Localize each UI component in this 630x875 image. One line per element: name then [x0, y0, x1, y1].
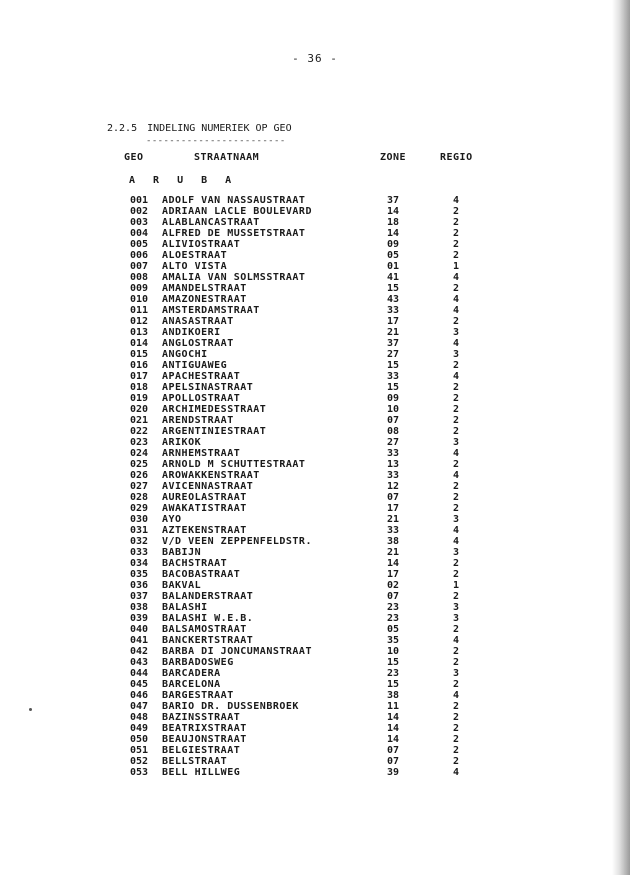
street-name: AMANDELSTRAAT [162, 283, 247, 294]
region-value: 3 [453, 547, 460, 558]
region-value: 2 [453, 569, 460, 580]
street-name: ANGOCHI [162, 349, 208, 360]
region-value: 2 [453, 734, 460, 745]
street-name: ARIKOK [162, 437, 202, 448]
geo-code: 007 [130, 261, 149, 272]
region-value: 2 [453, 591, 460, 602]
street-name: BACHSTRAAT [162, 558, 228, 569]
region-value: 2 [453, 723, 460, 734]
street-name: ARCHIMEDESSTRAAT [162, 404, 267, 415]
region-value: 3 [453, 327, 460, 338]
region-value: 2 [453, 404, 460, 415]
geo-code: 042 [130, 646, 149, 657]
zone-value: 33 [387, 371, 400, 382]
zone-value: 38 [387, 690, 400, 701]
street-name: BABIJN [162, 547, 202, 558]
zone-value: 14 [387, 734, 400, 745]
table-row [0, 382, 630, 393]
region-value: 2 [453, 646, 460, 657]
geo-code: 022 [130, 426, 149, 437]
zone-value: 33 [387, 525, 400, 536]
table-row [0, 734, 630, 745]
geo-code: 045 [130, 679, 149, 690]
street-name: ARENDSTRAAT [162, 415, 234, 426]
geo-code: 051 [130, 745, 149, 756]
section-title: INDELING NUMERIEK OP GEO [147, 123, 292, 134]
zone-value: 39 [387, 767, 400, 778]
geo-code: 027 [130, 481, 149, 492]
geo-code: 020 [130, 404, 149, 415]
zone-value: 37 [387, 338, 400, 349]
region-value: 2 [453, 250, 460, 261]
table-row [0, 624, 630, 635]
table-row [0, 635, 630, 646]
street-name: AZTEKENSTRAAT [162, 525, 247, 536]
region-value: 4 [453, 767, 460, 778]
zone-value: 21 [387, 547, 400, 558]
geo-code: 033 [130, 547, 149, 558]
zone-value: 11 [387, 701, 400, 712]
region-value: 4 [453, 448, 460, 459]
table-row [0, 613, 630, 624]
zone-value: 17 [387, 316, 400, 327]
zone-value: 14 [387, 723, 400, 734]
region-value: 3 [453, 349, 460, 360]
zone-value: 35 [387, 635, 400, 646]
street-name: BALANDERSTRAAT [162, 591, 254, 602]
zone-value: 21 [387, 327, 400, 338]
table-row [0, 305, 630, 316]
zone-value: 07 [387, 745, 400, 756]
zone-value: 15 [387, 283, 400, 294]
zone-value: 10 [387, 646, 400, 657]
street-name: ALTO VISTA [162, 261, 228, 272]
region-value: 2 [453, 481, 460, 492]
zone-value: 15 [387, 360, 400, 371]
table-row [0, 437, 630, 448]
zone-value: 10 [387, 404, 400, 415]
street-name: ADOLF VAN NASSAUSTRAAT [162, 195, 306, 206]
geo-code: 047 [130, 701, 149, 712]
geo-code: 018 [130, 382, 149, 393]
geo-code: 003 [130, 217, 149, 228]
region-value: 3 [453, 602, 460, 613]
geo-code: 017 [130, 371, 149, 382]
zone-value: 09 [387, 393, 400, 404]
region-value: 2 [453, 492, 460, 503]
zone-value: 15 [387, 382, 400, 393]
table-row [0, 723, 630, 734]
region-value: 4 [453, 195, 460, 206]
zone-value: 05 [387, 250, 400, 261]
zone-value: 13 [387, 459, 400, 470]
table-row [0, 547, 630, 558]
region-value: 2 [453, 228, 460, 239]
table-row [0, 712, 630, 723]
table-row [0, 228, 630, 239]
scan-speck [29, 708, 32, 711]
geo-code: 050 [130, 734, 149, 745]
street-name: ADRIAAN LACLE BOULEVARD [162, 206, 312, 217]
zone-value: 07 [387, 756, 400, 767]
street-name: BELLSTRAAT [162, 756, 228, 767]
column-header-straatnaam: STRAATNAAM [194, 152, 260, 163]
street-name: ALIVIOSTRAAT [162, 239, 241, 250]
zone-value: 14 [387, 558, 400, 569]
geo-code: 038 [130, 602, 149, 613]
region-value: 3 [453, 668, 460, 679]
geo-code: 011 [130, 305, 149, 316]
table-row [0, 646, 630, 657]
table-row [0, 415, 630, 426]
table-row [0, 327, 630, 338]
geo-code: 013 [130, 327, 149, 338]
street-name: BALASHI W.E.B. [162, 613, 254, 624]
zone-value: 08 [387, 426, 400, 437]
zone-value: 07 [387, 492, 400, 503]
street-name: ANTIGUAWEG [162, 360, 228, 371]
table-row [0, 272, 630, 283]
street-name: BELL HILLWEG [162, 767, 241, 778]
table-row [0, 690, 630, 701]
table-row [0, 283, 630, 294]
street-name: APOLLOSTRAAT [162, 393, 241, 404]
zone-value: 27 [387, 437, 400, 448]
geo-code: 036 [130, 580, 149, 591]
region-value: 3 [453, 437, 460, 448]
zone-value: 14 [387, 228, 400, 239]
geo-code: 004 [130, 228, 149, 239]
table-row [0, 470, 630, 481]
zone-value: 05 [387, 624, 400, 635]
street-name: BARBA DI JONCUMANSTRAAT [162, 646, 312, 657]
region-value: 4 [453, 470, 460, 481]
geo-code: 030 [130, 514, 149, 525]
street-name: BANCKERTSTRAAT [162, 635, 254, 646]
column-header-geo: GEO [124, 152, 144, 163]
table-row [0, 448, 630, 459]
section-number: 2.2.5 [107, 123, 138, 134]
region-value: 2 [453, 393, 460, 404]
geo-code: 014 [130, 338, 149, 349]
zone-value: 33 [387, 305, 400, 316]
geo-code: 019 [130, 393, 149, 404]
table-row [0, 316, 630, 327]
zone-value: 18 [387, 217, 400, 228]
geo-code: 046 [130, 690, 149, 701]
geo-code: 010 [130, 294, 149, 305]
table-row [0, 404, 630, 415]
section-underline: ------------------------ [146, 136, 286, 146]
geo-code: 043 [130, 657, 149, 668]
street-name: BEAUJONSTRAAT [162, 734, 247, 745]
street-name: AROWAKKENSTRAAT [162, 470, 260, 481]
table-row [0, 503, 630, 514]
page-number: - 36 - [292, 52, 338, 65]
table-row [0, 679, 630, 690]
geo-code: 009 [130, 283, 149, 294]
zone-value: 38 [387, 536, 400, 547]
region-value: 2 [453, 624, 460, 635]
region-value: 2 [453, 657, 460, 668]
region-value: 4 [453, 272, 460, 283]
section-heading [107, 123, 292, 134]
street-name: V/D VEEN ZEPPENFELDSTR. [162, 536, 312, 547]
region-value: 2 [453, 426, 460, 437]
table-row [0, 756, 630, 767]
geo-code: 034 [130, 558, 149, 569]
region-value: 2 [453, 217, 460, 228]
column-header-zone: ZONE [380, 152, 407, 163]
zone-value: 21 [387, 514, 400, 525]
table-row [0, 360, 630, 371]
region-value: 2 [453, 712, 460, 723]
table-row [0, 657, 630, 668]
geo-code: 053 [130, 767, 149, 778]
table-row [0, 602, 630, 613]
geo-code: 001 [130, 195, 149, 206]
table-row [0, 481, 630, 492]
geo-code: 044 [130, 668, 149, 679]
region-value: 4 [453, 525, 460, 536]
street-name: BELGIESTRAAT [162, 745, 241, 756]
geo-code: 041 [130, 635, 149, 646]
zone-value: 33 [387, 470, 400, 481]
zone-value: 43 [387, 294, 400, 305]
region-value: 2 [453, 558, 460, 569]
region-value: 2 [453, 239, 460, 250]
street-name: BACOBASTRAAT [162, 569, 241, 580]
street-name: ANASASTRAAT [162, 316, 234, 327]
region-value: 4 [453, 371, 460, 382]
street-name: AMSTERDAMSTRAAT [162, 305, 260, 316]
geo-code: 048 [130, 712, 149, 723]
zone-value: 01 [387, 261, 400, 272]
zone-value: 15 [387, 657, 400, 668]
street-name: BALSAMOSTRAAT [162, 624, 247, 635]
region-value: 4 [453, 690, 460, 701]
street-name: BAZINSSTRAAT [162, 712, 241, 723]
region-value: 3 [453, 613, 460, 624]
zone-value: 02 [387, 580, 400, 591]
street-name: BARBADOSWEG [162, 657, 234, 668]
zone-value: 23 [387, 613, 400, 624]
street-name: BARCADERA [162, 668, 221, 679]
geo-code: 039 [130, 613, 149, 624]
table-row [0, 701, 630, 712]
region-value: 2 [453, 283, 460, 294]
table-row [0, 514, 630, 525]
street-name: BARGESTRAAT [162, 690, 234, 701]
geo-code: 031 [130, 525, 149, 536]
geo-code: 052 [130, 756, 149, 767]
geo-code: 035 [130, 569, 149, 580]
zone-value: 37 [387, 195, 400, 206]
geo-code: 006 [130, 250, 149, 261]
region-value: 4 [453, 635, 460, 646]
table-row [0, 668, 630, 679]
table-row [0, 338, 630, 349]
street-name: BAKVAL [162, 580, 202, 591]
region-value: 2 [453, 745, 460, 756]
region-value: 2 [453, 503, 460, 514]
geo-code: 015 [130, 349, 149, 360]
street-name: ARNHEMSTRAAT [162, 448, 241, 459]
region-label: A R U B A [129, 175, 238, 186]
street-name: AWAKATISTRAAT [162, 503, 247, 514]
region-value: 2 [453, 206, 460, 217]
table-row [0, 371, 630, 382]
table-row [0, 580, 630, 591]
zone-value: 33 [387, 448, 400, 459]
region-value: 2 [453, 459, 460, 470]
street-name: AMALIA VAN SOLMSSTRAAT [162, 272, 306, 283]
table-row [0, 261, 630, 272]
street-name: BARCELONA [162, 679, 221, 690]
geo-code: 025 [130, 459, 149, 470]
geo-code: 028 [130, 492, 149, 503]
zone-value: 14 [387, 206, 400, 217]
geo-code: 016 [130, 360, 149, 371]
geo-code: 021 [130, 415, 149, 426]
table-row [0, 206, 630, 217]
street-name: BALASHI [162, 602, 208, 613]
table-row [0, 250, 630, 261]
region-value: 2 [453, 382, 460, 393]
zone-value: 17 [387, 503, 400, 514]
street-name: BEATRIXSTRAAT [162, 723, 247, 734]
zone-value: 09 [387, 239, 400, 250]
geo-code: 024 [130, 448, 149, 459]
region-value: 2 [453, 701, 460, 712]
street-name: AYO [162, 514, 182, 525]
region-value: 3 [453, 514, 460, 525]
zone-value: 27 [387, 349, 400, 360]
street-name: BARIO DR. DUSSENBROEK [162, 701, 299, 712]
geo-code: 029 [130, 503, 149, 514]
street-name: ANGLOSTRAAT [162, 338, 234, 349]
street-name: AUREOLASTRAAT [162, 492, 247, 503]
region-value: 4 [453, 305, 460, 316]
geo-code: 037 [130, 591, 149, 602]
region-value: 2 [453, 316, 460, 327]
table-row [0, 195, 630, 206]
region-value: 1 [453, 261, 460, 272]
zone-value: 41 [387, 272, 400, 283]
table-row [0, 492, 630, 503]
geo-code: 040 [130, 624, 149, 635]
zone-value: 23 [387, 668, 400, 679]
geo-code: 032 [130, 536, 149, 547]
zone-value: 23 [387, 602, 400, 613]
geo-code: 023 [130, 437, 149, 448]
table-row [0, 525, 630, 536]
table-row [0, 591, 630, 602]
region-value: 1 [453, 580, 460, 591]
street-name: ALABLANCASTRAAT [162, 217, 260, 228]
table-row [0, 536, 630, 547]
street-name: ALFRED DE MUSSETSTRAAT [162, 228, 306, 239]
street-name: ANDIKOERI [162, 327, 221, 338]
region-value: 4 [453, 536, 460, 547]
geo-code: 026 [130, 470, 149, 481]
table-row [0, 767, 630, 778]
geo-code: 002 [130, 206, 149, 217]
street-name: AMAZONESTRAAT [162, 294, 247, 305]
table-row [0, 459, 630, 470]
table-row [0, 569, 630, 580]
geo-code: 008 [130, 272, 149, 283]
column-header-regio: REGIO [440, 152, 473, 163]
zone-value: 17 [387, 569, 400, 580]
table-row [0, 217, 630, 228]
region-value: 2 [453, 679, 460, 690]
region-value: 4 [453, 294, 460, 305]
zone-value: 12 [387, 481, 400, 492]
table-row [0, 426, 630, 437]
street-name: APELSINASTRAAT [162, 382, 254, 393]
geo-code: 005 [130, 239, 149, 250]
region-value: 2 [453, 756, 460, 767]
geo-code: 012 [130, 316, 149, 327]
table-row [0, 558, 630, 569]
table-row [0, 349, 630, 360]
zone-value: 07 [387, 415, 400, 426]
region-value: 4 [453, 338, 460, 349]
street-name: AVICENNASTRAAT [162, 481, 254, 492]
geo-code: 049 [130, 723, 149, 734]
zone-value: 15 [387, 679, 400, 690]
table-row [0, 393, 630, 404]
street-name: ARGENTINIESTRAAT [162, 426, 267, 437]
table-row [0, 745, 630, 756]
table-row [0, 294, 630, 305]
zone-value: 14 [387, 712, 400, 723]
street-name: ARNOLD M SCHUTTESTRAAT [162, 459, 306, 470]
street-name: APACHESTRAAT [162, 371, 241, 382]
table-row [0, 239, 630, 250]
region-value: 2 [453, 360, 460, 371]
zone-value: 07 [387, 591, 400, 602]
region-value: 2 [453, 415, 460, 426]
street-name: ALOESTRAAT [162, 250, 228, 261]
